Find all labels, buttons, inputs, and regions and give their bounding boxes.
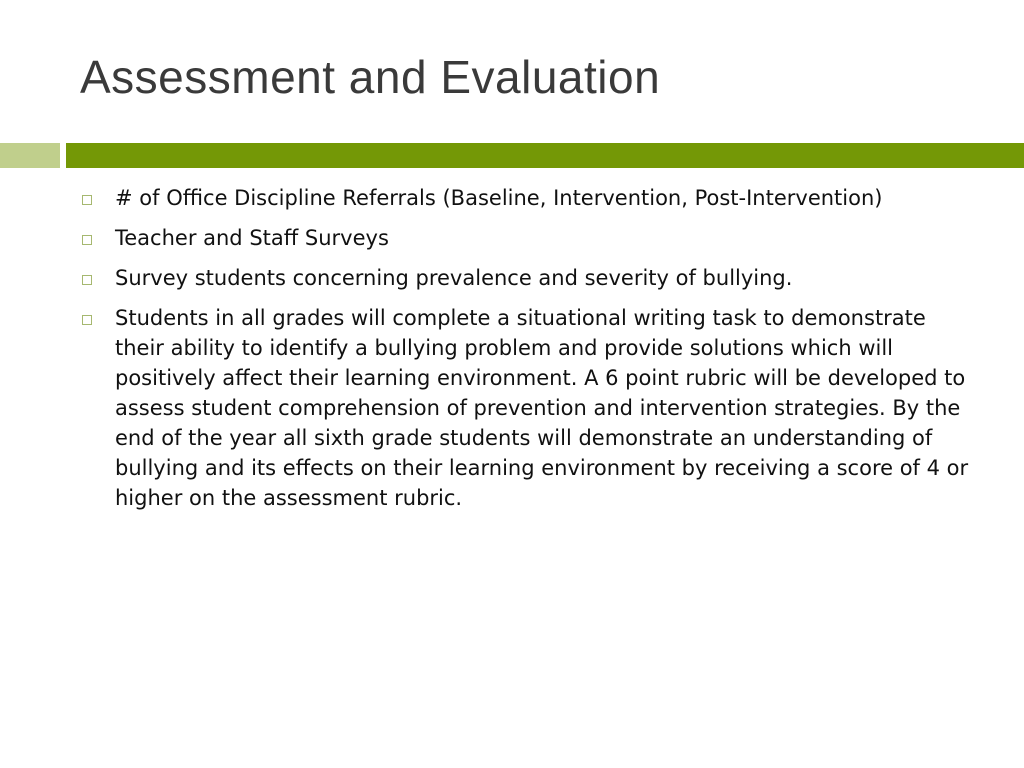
square-bullet-icon bbox=[82, 195, 92, 205]
bullet-text: # of Office Discipline Referrals (Baseline, Intervention, Post-Intervention) bbox=[115, 186, 883, 210]
bullet-text: Teacher and Staff Surveys bbox=[115, 226, 389, 250]
bullet-item bbox=[80, 263, 980, 293]
accent-bar-dark bbox=[66, 143, 1024, 168]
bullet-text: Students in all grades will complete a situational writing task to demonstrate their ability to identify a bullying problem and provide solutions which will positively affect their learning environment. A 6 point rubric will be developed to assess student comprehension of prevention and intervention strategies. By the end of the year all sixth grade students will demonstrate an understanding of bullying and its effects on their learning environment by receiving a score of 4 or higher on the assessment rubric. bbox=[115, 306, 969, 510]
bullet-item bbox=[80, 303, 980, 513]
bullet-item bbox=[80, 223, 980, 253]
square-bullet-icon bbox=[82, 275, 92, 285]
square-bullet-icon bbox=[82, 315, 92, 325]
bullet-text: Survey students concerning prevalence and severity of bullying. bbox=[115, 266, 793, 290]
square-bullet-icon bbox=[82, 235, 92, 245]
bullet-item bbox=[80, 183, 980, 213]
bullet-list bbox=[80, 183, 980, 523]
accent-bar-light bbox=[0, 143, 60, 168]
slide-title: Assessment and Evaluation bbox=[80, 51, 661, 103]
